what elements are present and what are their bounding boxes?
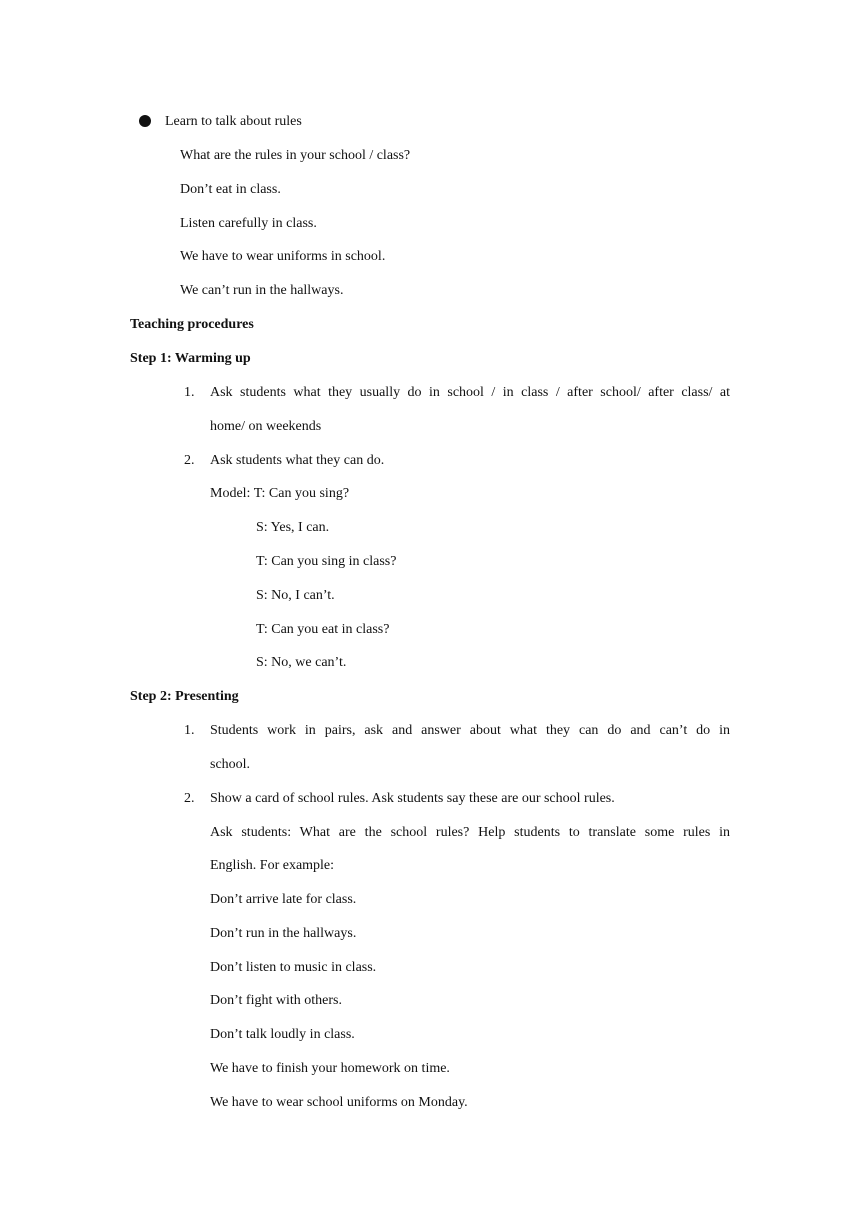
dialogue-line: S: No, we can’t. — [256, 655, 347, 670]
section-heading: Teaching procedures — [130, 317, 254, 332]
list-item-text: Show a card of school rules. Ask students say these are our school rules. — [210, 791, 615, 806]
rule-example: Don’t fight with others. — [210, 993, 342, 1008]
list-item-text-continued: home/ on weekends — [210, 419, 322, 434]
step1-heading: Step 1: Warming up — [130, 351, 251, 366]
rule-example: We have to wear school uniforms on Monday. — [210, 1095, 468, 1110]
objective-example: Don’t eat in class. — [180, 182, 281, 197]
rule-example: Don’t arrive late for class. — [210, 892, 357, 907]
model-label: Model: T: Can you sing? — [210, 486, 350, 501]
list-item-text: Ask students what they can do. — [210, 453, 385, 468]
objective-example: Listen carefully in class. — [180, 216, 317, 231]
list-number: 2. — [184, 453, 195, 468]
list-number: 2. — [184, 791, 195, 806]
objective-example: What are the rules in your school / class? — [180, 148, 411, 163]
bullet-icon — [139, 115, 151, 127]
rule-example: Don’t talk loudly in class. — [210, 1027, 355, 1042]
dialogue-line: S: No, I can’t. — [256, 588, 335, 603]
dialogue-line: T: Can you eat in class? — [256, 622, 390, 637]
list-number: 1. — [184, 385, 195, 400]
rule-example: Don’t listen to music in class. — [210, 960, 377, 975]
objective-example: We have to wear uniforms in school. — [180, 249, 386, 264]
dialogue-line: T: Can you sing in class? — [256, 554, 397, 569]
objective-example: We can’t run in the hallways. — [180, 283, 344, 298]
step2-heading: Step 2: Presenting — [130, 689, 239, 704]
rule-example: Don’t run in the hallways. — [210, 926, 357, 941]
list-number: 1. — [184, 723, 195, 738]
bullet-text: Learn to talk about rules — [165, 114, 302, 129]
list-item-text: Ask students what they usually do in school / in class / after school/ after class/ at — [210, 385, 730, 400]
list-item-text-continued: school. — [210, 757, 251, 772]
list-item-text: Students work in pairs, ask and answer about what they can do and can’t do in — [210, 723, 730, 738]
dialogue-line: S: Yes, I can. — [256, 520, 330, 535]
ask-students-text-continued: English. For example: — [210, 858, 335, 873]
ask-students-text: Ask students: What are the school rules? Help students to translate some rules in — [210, 825, 730, 840]
rule-example: We have to finish your homework on time. — [210, 1061, 450, 1076]
